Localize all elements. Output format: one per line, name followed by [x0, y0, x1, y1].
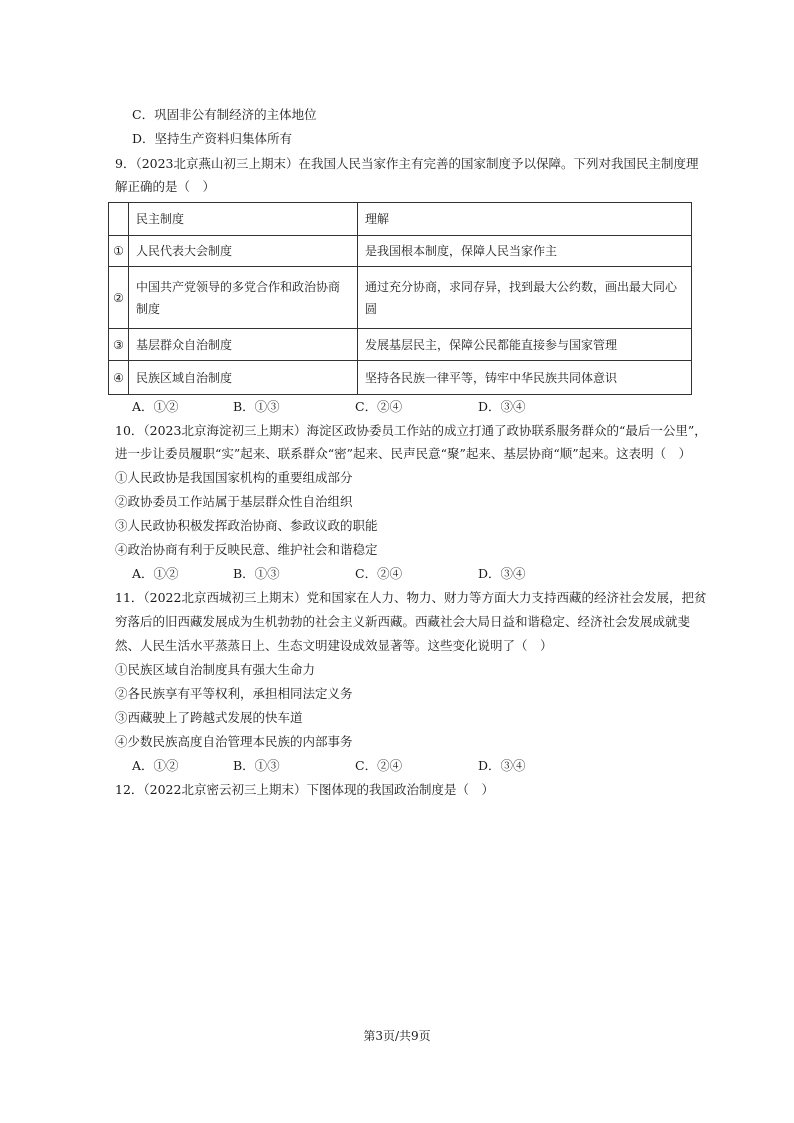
- question-10-item-4: ④政治协商有利于反映民意、维护社会和谐稳定: [115, 542, 378, 557]
- q10-option-c[interactable]: C．②④: [355, 566, 403, 581]
- q11-option-c[interactable]: C．②④: [355, 758, 403, 773]
- question-11-item-2: ②各民族享有平等权利，承担相同法定义务: [115, 686, 353, 701]
- q9-option-d[interactable]: D．③④: [478, 399, 526, 414]
- table-header-num: [109, 203, 129, 236]
- table-header-system: 民主制度: [129, 203, 358, 236]
- table-row-system: 基层群众自治制度: [129, 329, 358, 361]
- question-11-item-1: ①民族区域自治制度具有强大生命力: [115, 662, 316, 677]
- q9-option-a[interactable]: A．①②: [132, 399, 179, 414]
- question-9-stem-line2: 解正确的是（ ）: [115, 179, 216, 194]
- question-11-item-4: ④少数民族高度自治管理本民族的内部事务: [115, 734, 353, 749]
- question-10-item-2: ②政协委员工作站属于基层群众性自治组织: [115, 494, 353, 509]
- democracy-system-table: [108, 202, 692, 395]
- table-row-understanding: 通过充分协商，求同存异，找到最大公约数，画出最大同心圆: [358, 267, 692, 329]
- table-row: [109, 361, 692, 395]
- q10-option-a[interactable]: A．①②: [132, 566, 179, 581]
- q11-option-b[interactable]: B．①③: [233, 758, 280, 773]
- table-row-num: ③: [109, 329, 129, 361]
- q10-option-b[interactable]: B．①③: [233, 566, 280, 581]
- option-c: C．巩固非公有制经济的主体地位: [132, 107, 317, 122]
- table-row-num: ①: [109, 236, 129, 267]
- q11-option-d[interactable]: D．③④: [478, 758, 526, 773]
- page-footer: 第3页/共9页: [363, 1029, 431, 1043]
- question-10-stem-line1: 10．（2023北京海淀初三上期末）海淀区政协委员工作站的成立打通了政协联系服务群众的“最后一公里”，: [115, 423, 707, 438]
- question-12-stem-line1: 12．（2022北京密云初三上期末）下图体现的我国政治制度是（ ）: [115, 782, 494, 797]
- question-11-stem-line3: 然、人民生活水平蒸蒸日上、生态文明建设成效显著等。这些变化说明了（ ）: [115, 638, 553, 653]
- question-11-stem-line1: 11．（2022北京西城初三上期末）党和国家在人力、物力、财力等方面大力支持西藏的经济社会发展，把贫: [115, 590, 707, 605]
- q10-option-d[interactable]: D．③④: [478, 566, 526, 581]
- q11-option-a[interactable]: A．①②: [132, 758, 179, 773]
- table-row-understanding: 发展基层民主，保障公民都能直接参与国家管理: [358, 329, 692, 361]
- question-11-item-3: ③西藏驶上了跨越式发展的快车道: [115, 710, 303, 725]
- table-row-understanding: 是我国根本制度，保障人民当家作主: [358, 236, 692, 267]
- q9-option-c[interactable]: C．②④: [355, 399, 403, 414]
- table-row-understanding: 坚持各民族一律平等，铸牢中华民族共同体意识: [358, 361, 692, 395]
- table-row-num: ④: [109, 361, 129, 395]
- table-row-system: 中国共产党领导的多党合作和政治协商制度: [129, 267, 358, 329]
- table-row: [109, 236, 692, 267]
- table-header-understanding: 理解: [358, 203, 692, 236]
- question-11-stem-line2: 穷落后的旧西藏发展成为生机勃勃的社会主义新西藏。西藏社会大局日益和谐稳定、经济社会发展成就斐: [115, 614, 691, 629]
- option-d: D．坚持生产资料归集体所有: [132, 131, 293, 146]
- table-row-num: ②: [109, 267, 129, 329]
- table-row: [109, 329, 692, 361]
- question-9-stem-line1: 9．（2023北京燕山初三上期末）在我国人民当家作主有完善的国家制度予以保障。下列对我国民主制度理: [115, 156, 699, 171]
- q9-option-b[interactable]: B．①③: [233, 399, 280, 414]
- question-10-item-3: ③人民政协积极发挥政治协商、参政议政的职能: [115, 518, 378, 533]
- table-row-system: 民族区域自治制度: [129, 361, 358, 395]
- table-row-system: 人民代表大会制度: [129, 236, 358, 267]
- question-10-item-1: ①人民政协是我国国家机构的重要组成部分: [115, 470, 353, 485]
- table-row: [109, 267, 692, 329]
- table-header-row: [109, 203, 692, 236]
- question-10-stem-line2: 进一步让委员履职“实”起来、联系群众“密”起来、民声民意“聚”起来、基层协商“顺”起来。这表明（ ）: [115, 446, 692, 461]
